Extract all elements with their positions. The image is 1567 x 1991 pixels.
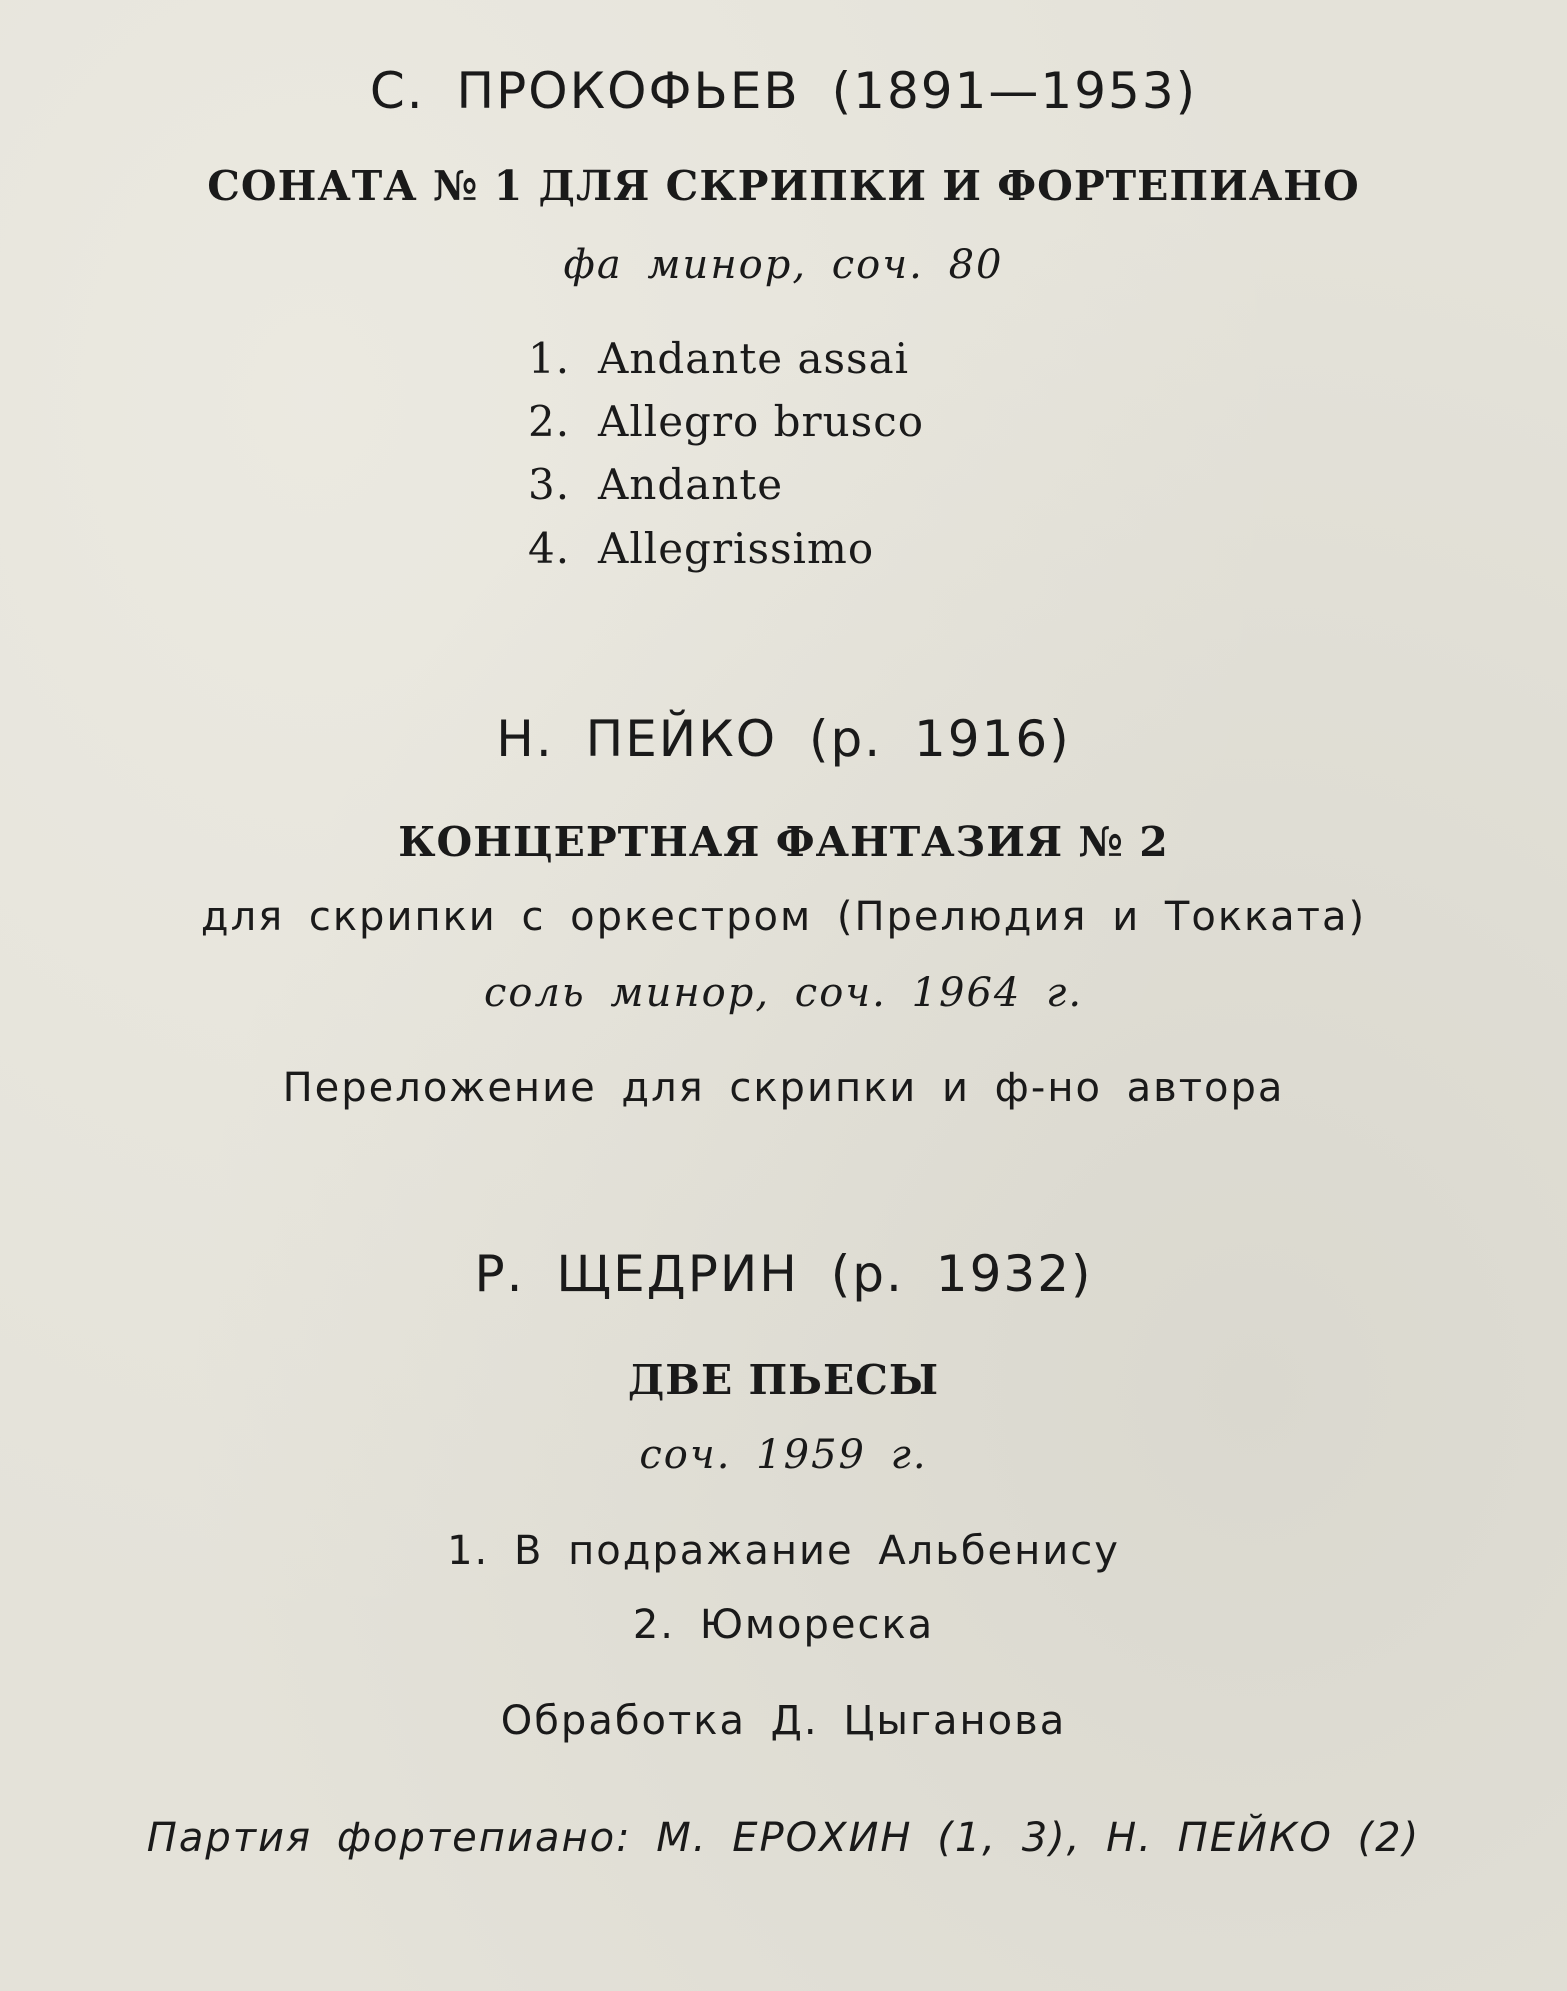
movement-number: 2. — [528, 397, 571, 446]
movement-name: Allegrissimo — [598, 524, 875, 573]
movement-number: 4. — [528, 524, 571, 573]
movement-number: 1. — [528, 334, 571, 383]
composer-shchedrin: Р. ЩЕДРИН (р. 1932) — [474, 1245, 1093, 1303]
movement-item — [528, 460, 1088, 509]
work-key-sonata: фа минор, соч. 80 — [563, 242, 1004, 288]
movement-name: Allegro brusco — [598, 397, 925, 446]
piece-item: 1. В подражание Альбенису — [447, 1528, 1120, 1574]
movement-item — [528, 524, 1088, 573]
piece-item: 2. Юмореска — [632, 1602, 935, 1648]
work-subtitle-fantasia: для скрипки с оркестром (Прелюдия и Токката) — [200, 894, 1367, 940]
movement-item — [528, 397, 1088, 446]
movement-name: Andante — [598, 460, 784, 509]
movement-number: 3. — [528, 460, 571, 509]
arrangement-note-fantasia: Переложение для скрипки и ф-но автора — [282, 1065, 1285, 1111]
work-title-sonata: СОНАТА № 1 ДЛЯ СКРИПКИ И ФОРТЕПИАНО — [207, 162, 1360, 210]
arrangement-note-two-pieces: Обработка Д. Цыганова — [500, 1698, 1067, 1744]
work-title-fantasia: КОНЦЕРТНАЯ ФАНТАЗИЯ № 2 — [398, 818, 1169, 866]
piano-part-credit: Партия фортепиано: М. ЕРОХИН (1, 3), Н. ПЕЙКО (2) — [146, 1815, 1421, 1861]
work-key-fantasia: соль минор, соч. 1964 г. — [483, 970, 1084, 1016]
movement-item — [528, 334, 1088, 383]
composer-prokofiev: С. ПРОКОФЬЕВ (1891—1953) — [369, 62, 1198, 120]
work-title-two-pieces: ДВЕ ПЬЕСЫ — [627, 1356, 940, 1404]
movement-name: Andante assai — [598, 334, 910, 383]
composer-peiko: Н. ПЕЙКО (р. 1916) — [496, 710, 1071, 768]
work-key-two-pieces: соч. 1959 г. — [639, 1432, 928, 1478]
